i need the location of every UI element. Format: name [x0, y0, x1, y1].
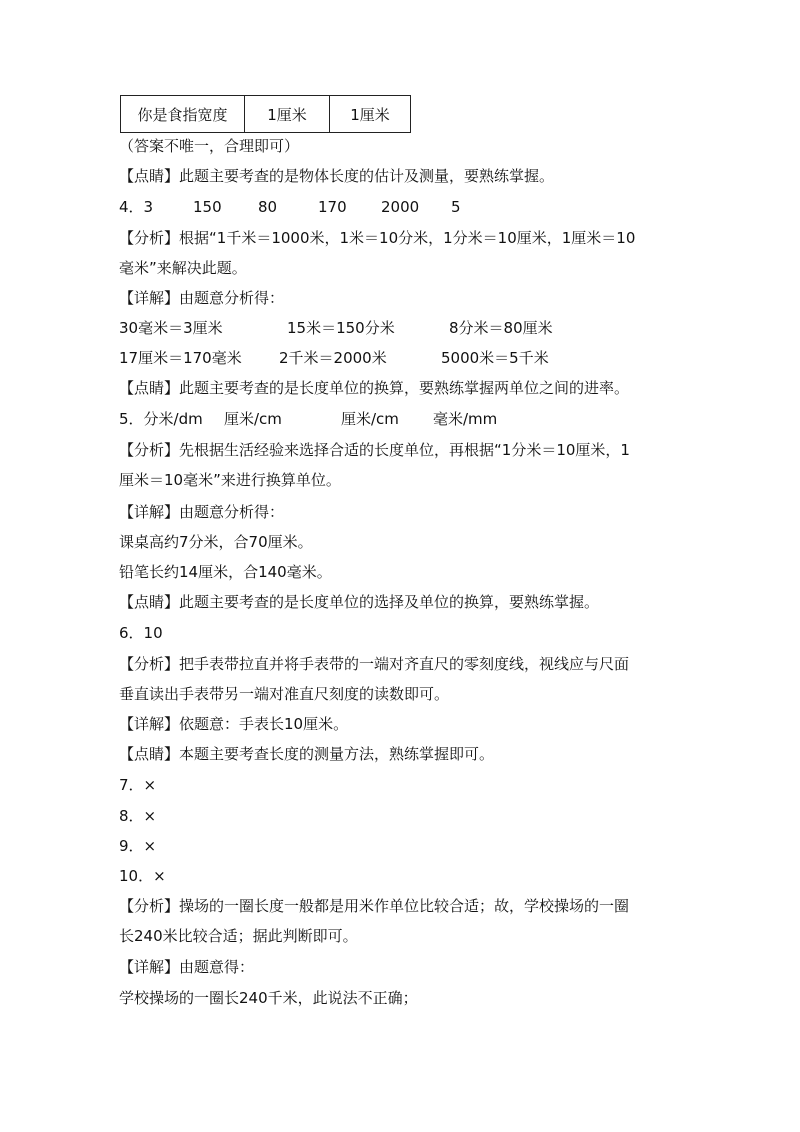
text-line: 【分析】操场的一圈长度一般都是用米作单位比较合适；故，学校操场的一圈 — [119, 897, 630, 915]
conversion: 30毫米＝3厘米 — [119, 319, 223, 337]
text-line: 课桌高约7分米，合70厘米。 — [119, 533, 313, 551]
table-cell: 1厘米 — [330, 96, 411, 133]
conversion: 15米＝150分米 — [287, 319, 395, 337]
text-line: 长240米比较合适；据此判断即可。 — [119, 927, 358, 945]
answer-value: 毫米/mm — [433, 410, 498, 428]
answer-value: 2000 — [381, 198, 420, 216]
text-line: 【点睛】此题主要考查的是物体长度的估计及测量，要熟练掌握。 — [119, 167, 555, 185]
text-line: 学校操场的一圈长240千米，此说法不正确； — [119, 989, 418, 1007]
table-cell: 你是食指宽度 — [121, 96, 245, 133]
conversion: 8分米＝80厘米 — [449, 319, 553, 337]
text-line: 8．× — [119, 807, 157, 825]
conversion: 2千米＝2000米 — [279, 349, 387, 367]
answer-value: 厘米/cm — [341, 410, 399, 428]
text-line: 【详解】由题意得： — [119, 958, 255, 976]
text-line: 【详解】依题意：手表长10厘米。 — [119, 715, 349, 733]
text-line: 厘米＝10毫米”来进行换算单位。 — [119, 471, 341, 489]
text-line: 毫米”来解决此题。 — [119, 259, 247, 277]
conversion: 5000米＝5千米 — [441, 349, 549, 367]
table-row — [121, 96, 411, 133]
text-line: 6．10 — [119, 624, 163, 642]
text-line: 【分析】先根据生活经验来选择合适的长度单位，再根据“1分米＝10厘米，1 — [119, 441, 630, 459]
text-line: 【分析】根据“1千米＝1000米，1米＝10分米，1分米＝10厘米，1厘米＝10 — [119, 229, 636, 247]
answer-value: 厘米/cm — [224, 410, 282, 428]
text-line: 【详解】由题意分析得： — [119, 503, 285, 521]
answer-value: 80 — [258, 198, 278, 216]
answer-value: 170 — [318, 198, 347, 216]
answer-value: 5 — [451, 198, 461, 216]
table-cell: 1厘米 — [245, 96, 330, 133]
text-line: 10．× — [119, 867, 166, 885]
text-line: 【点睛】此题主要考查的是长度单位的换算，要熟练掌握两单位之间的进率。 — [119, 379, 630, 397]
text-line: 【详解】由题意分析得： — [119, 289, 285, 307]
text-line: 垂直读出手表带另一端对准直尺刻度的读数即可。 — [119, 685, 450, 703]
text-line: 【分析】把手表带拉直并将手表带的一端对齐直尺的零刻度线，视线应与尺面 — [119, 655, 630, 673]
text-line: （答案不唯一，合理即可） — [119, 137, 300, 155]
text-line: 【点睛】本题主要考查长度的测量方法，熟练掌握即可。 — [119, 745, 495, 763]
answer-value: 5．分米/dm — [119, 410, 203, 428]
answer-table — [120, 95, 411, 133]
text-line: 7．× — [119, 776, 157, 794]
text-line: 9．× — [119, 837, 157, 855]
conversion: 17厘米＝170毫米 — [119, 349, 242, 367]
text-line: 【点睛】此题主要考查的是长度单位的选择及单位的换算，要熟练掌握。 — [119, 593, 600, 611]
answer-value: 150 — [193, 198, 222, 216]
answer-value: 4．3 — [119, 198, 154, 216]
text-line: 铅笔长约14厘米，合140毫米。 — [119, 563, 332, 581]
